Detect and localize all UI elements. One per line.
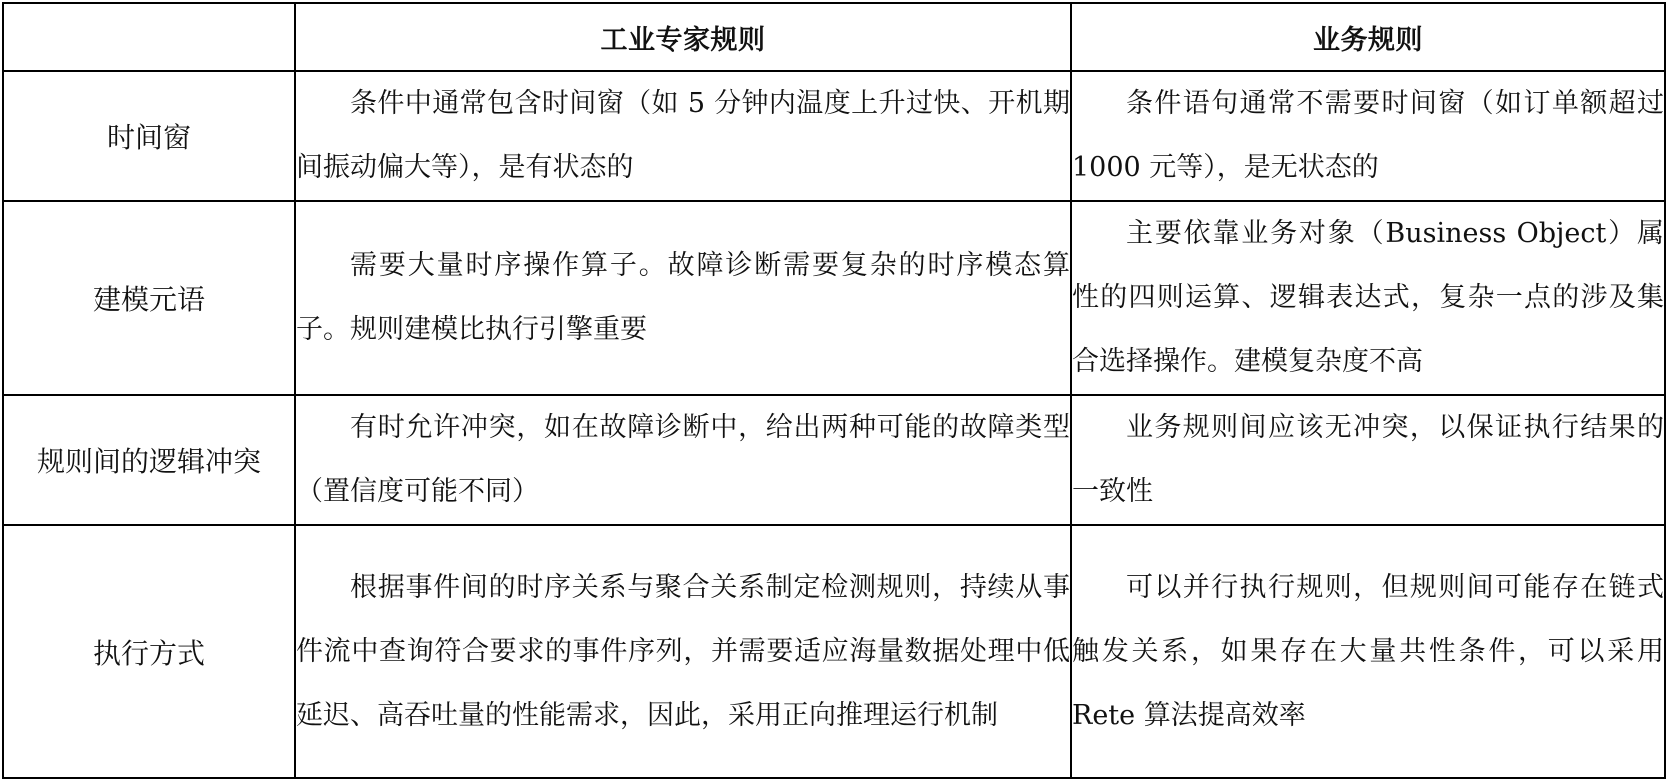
row-label-modeling-primitives: 建模元语: [3, 201, 295, 395]
cell-paragraph: 主要依靠业务对象（Business Object）属性的四则运算、逻辑表达式，复杂一点的涉及集合选择操作。建模复杂度不高: [1072, 218, 1664, 377]
cell-paragraph: 条件中通常包含时间窗（如 5 分钟内温度上升过快、开机期间振动偏大等），是有状态的: [296, 88, 1070, 183]
industrial-cell: [295, 71, 1071, 201]
cell-paragraph: 根据事件间的时序关系与聚合关系制定检测规则，持续从事件流中查询符合要求的事件序列，并需要适应海量数据处理中低延迟、高吞吐量的性能需求，因此，采用正向推理运行机制: [296, 571, 1070, 731]
table-row: [3, 395, 1665, 525]
table-row: [3, 71, 1665, 201]
table-row: [3, 525, 1665, 778]
business-cell: [1071, 395, 1665, 525]
business-cell: [1071, 71, 1665, 201]
business-cell: [1071, 525, 1665, 778]
header-industrial-rules: 工业专家规则: [295, 3, 1071, 71]
row-label-logic-conflict: 规则间的逻辑冲突: [3, 395, 295, 525]
cell-paragraph: 条件语句通常不需要时间窗（如订单额超过 1000 元等），是无状态的: [1072, 88, 1664, 183]
cell-paragraph: 有时允许冲突，如在故障诊断中，给出两种可能的故障类型（置信度可能不同）: [296, 412, 1070, 507]
business-cell: [1071, 201, 1665, 395]
header-business-rules: 业务规则: [1071, 3, 1665, 71]
cell-paragraph: 可以并行执行规则，但规则间可能存在链式触发关系，如果存在大量共性条件，可以采用 Rete 算法提高效率: [1072, 571, 1664, 731]
comparison-table: [2, 2, 1666, 779]
cell-paragraph: 业务规则间应该无冲突，以保证执行结果的一致性: [1072, 412, 1664, 507]
industrial-cell: [295, 395, 1071, 525]
cell-paragraph: 需要大量时序操作算子。故障诊断需要复杂的时序模态算子。规则建模比执行引擎重要: [296, 250, 1070, 345]
row-label-time-window: 时间窗: [3, 71, 295, 201]
table-header-row: [3, 3, 1665, 71]
industrial-cell: [295, 201, 1071, 395]
table-row: [3, 201, 1665, 395]
header-empty-cell: [3, 3, 295, 71]
row-label-execution-mode: 执行方式: [3, 525, 295, 778]
industrial-cell: [295, 525, 1071, 778]
